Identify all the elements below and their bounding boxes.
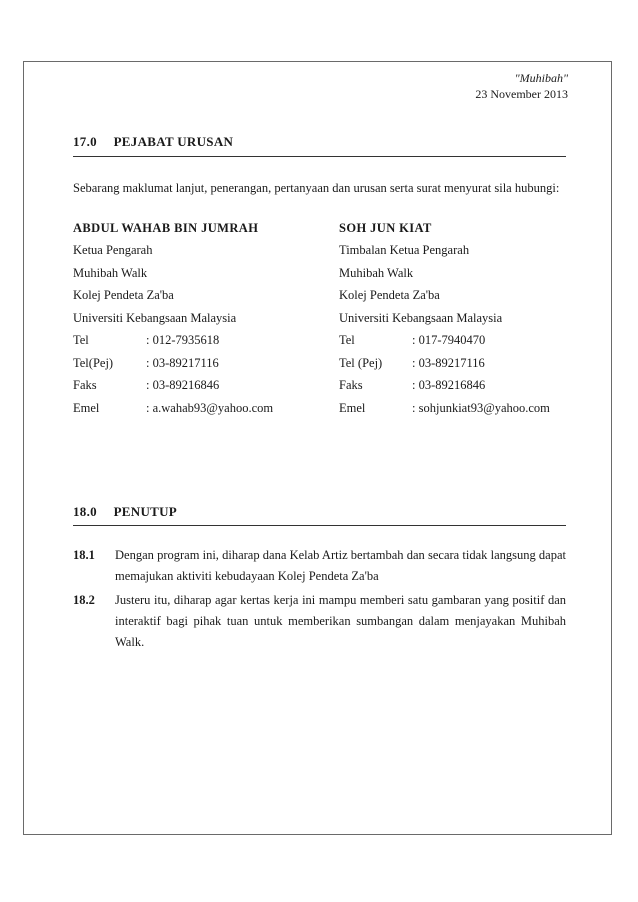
header-motto: "Muhibah" — [514, 71, 568, 85]
contact-2-position: Timbalan Ketua Pengarah — [339, 243, 470, 257]
contact-1-email-value: : a.wahab93@yahoo.com — [146, 397, 273, 420]
item-18-1-number: 18.1 — [73, 548, 95, 562]
contact-1-tel-label: Tel — [73, 333, 89, 347]
header-date: 23 November 2013 — [475, 87, 568, 101]
contact-1-faks-row — [73, 374, 323, 397]
section-18-title: PENUTUP — [113, 504, 178, 519]
contact-1-telpej-value: : 03-89217116 — [146, 352, 219, 375]
contact-1-email-row — [73, 397, 323, 420]
section-17-number: 17.0 — [73, 134, 97, 149]
contact-2-tel-label: Tel — [339, 333, 355, 347]
contact-2-faks-value: : 03-89216846 — [412, 374, 485, 397]
contact-2-org: Muhibah Walk — [339, 265, 414, 280]
contact-1-faks-value: : 03-89216846 — [146, 374, 219, 397]
contact-1-email-label: Emel — [73, 400, 100, 415]
section-18-number: 18.0 — [73, 504, 97, 519]
contact-1-name: ABDUL WAHAB BIN JUMRAH — [73, 221, 259, 235]
section-17-rule — [73, 156, 566, 157]
item-18-2-number: 18.2 — [73, 593, 95, 607]
list-item-18-1 — [73, 545, 566, 587]
contact-2-email-label: Emel — [339, 400, 366, 415]
contact-2-faks-row — [339, 374, 579, 397]
contact-2-telpej-row — [339, 352, 579, 375]
contact-2-college: Kolej Pendeta Za'ba — [339, 288, 440, 302]
section-17-intro: Sebarang maklumat lanjut, penerangan, pertanyaan dan urusan serta surat menyurat sila hubungi: — [73, 181, 560, 195]
list-item-18-2 — [73, 590, 566, 653]
contact-1-tel-row — [73, 329, 323, 352]
item-18-1-text: Dengan program ini, diharap dana Kelab Artiz bertambah dan secara tidak langsung dapat memajukan aktiviti kebudayaan Kolej Pendeta Za'ba — [115, 548, 566, 583]
section-18-rule — [73, 525, 566, 526]
contact-card-2 — [339, 217, 579, 419]
section-17-title: PEJABAT URUSAN — [113, 134, 234, 149]
contact-2-faks-label: Faks — [339, 378, 363, 392]
item-18-2-text: Justeru itu, diharap agar kertas kerja ini mampu memberi satu gambaran yang positif dan interaktif bagi pihak tuan untuk memberikan sumbangan dalam menjayakan Muhibah Walk. — [115, 593, 566, 649]
contact-2-university: Universiti Kebangsaan Malaysia — [339, 310, 503, 325]
contact-1-telpej-row — [73, 352, 323, 375]
contact-2-tel-value: : 017-7940470 — [412, 329, 485, 352]
contact-2-name: SOH JUN KIAT — [339, 221, 432, 235]
contact-2-email-value: : sohjunkiat93@yahoo.com — [412, 397, 550, 420]
contact-2-email-row — [339, 397, 579, 420]
document-header — [475, 70, 568, 102]
section-17-heading — [73, 134, 233, 150]
contact-1-tel-value: : 012-7935618 — [146, 329, 219, 352]
page-border — [23, 61, 612, 835]
contact-1-college: Kolej Pendeta Za'ba — [73, 288, 174, 302]
contact-1-telpej-label: Tel(Pej) — [73, 355, 114, 370]
contact-2-tel-row — [339, 329, 579, 352]
contact-2-telpej-value: : 03-89217116 — [412, 352, 485, 375]
contact-2-telpej-label: Tel (Pej) — [339, 355, 383, 370]
contact-1-org: Muhibah Walk — [73, 265, 148, 280]
contact-1-position: Ketua Pengarah — [73, 243, 153, 257]
contact-1-faks-label: Faks — [73, 378, 97, 392]
section-18-heading — [73, 504, 177, 520]
contact-card-1 — [73, 217, 323, 419]
contact-1-university: Universiti Kebangsaan Malaysia — [73, 310, 237, 325]
